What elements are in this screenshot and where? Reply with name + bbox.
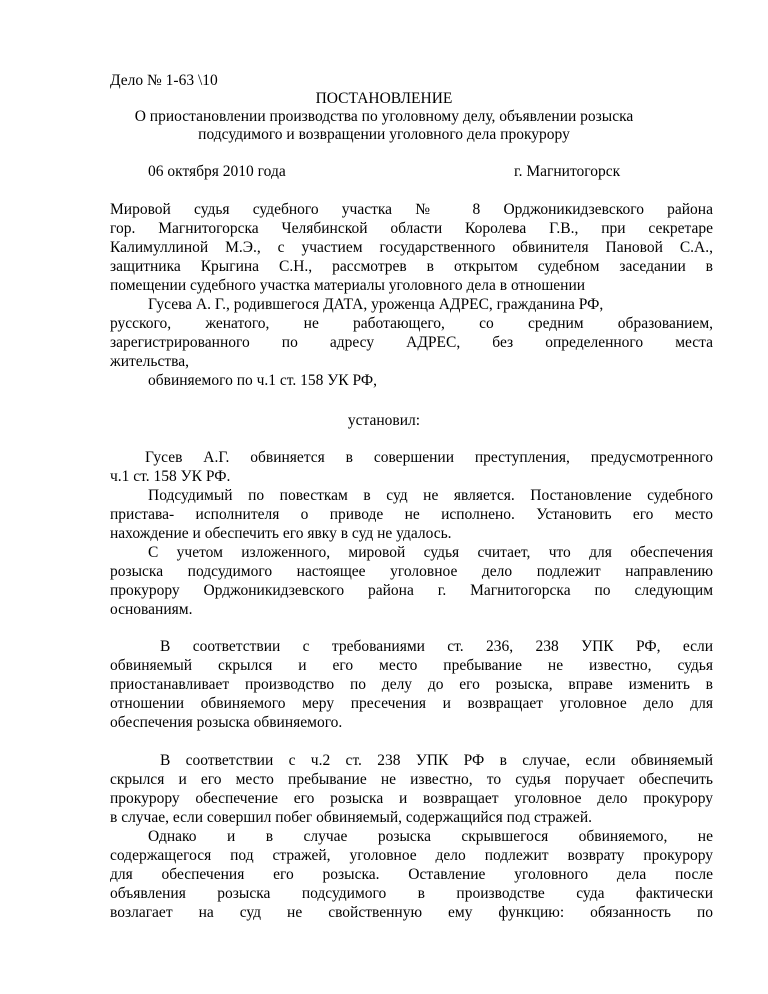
text-line: отношении обвиняемого меру пресечения и возвращает уголовное дело для	[110, 695, 713, 712]
text-line: Гусева А. Г., родившегося ДАТА, уроженца АДРЕС, гражданина РФ,	[148, 296, 604, 313]
text-line: Мировой судья судебного участка № 8 Орджоникидзевского района	[110, 201, 713, 218]
text-line: розыска подсудимого настоящее уголовное дело подлежит направлению	[110, 563, 713, 580]
text-line: Подсудимый по повесткам в суд не является. Постановление судебного	[148, 487, 713, 504]
text-line: В соответствии с ч.2 ст. 238 УПК РФ в случае, если обвиняемый	[160, 752, 713, 769]
text-line: В соответствии с требованиями ст. 236, 238 УПК РФ, если	[160, 638, 713, 655]
text-line: для обеспечения его розыска. Оставление уголовного дела после	[110, 866, 713, 883]
document-date: 06 октября 2010 года	[148, 163, 286, 180]
text-line: обеспечения розыска обвиняемого.	[110, 714, 343, 731]
subtitle-line-2: подсудимого и возвращении уголовного дела прокурору	[198, 126, 570, 143]
document-title: ПОСТАНОВЛЕНИЕ	[315, 90, 453, 107]
text-line: обвиняемый скрылся и его место пребывание не известно, судья	[110, 657, 713, 674]
text-line: ч.1 ст. 158 УК РФ.	[110, 468, 231, 485]
text-line: защитника Крыгина С.Н., рассмотрев в открытом судебном заседании в	[110, 258, 713, 275]
text-line: объявления розыска подсудимого в производстве суда фактически	[110, 885, 713, 902]
text-line: зарегистрированного по адресу АДРЕС, без определенного места	[110, 334, 713, 351]
text-line: помещении судебного участка материалы уголовного дела в отношении	[110, 277, 586, 294]
text-line: Калимуллиной М.Э., с участием государственного обвинителя Пановой С.А.,	[110, 239, 713, 256]
text-line: пристава- исполнителя о приводе не исполнено. Установить его место	[110, 506, 713, 523]
text-line: С учетом изложенного, мировой судья считает, что для обеспечения	[148, 544, 713, 561]
text-line: основаниям.	[110, 601, 193, 618]
text-line: скрылся и его место пребывание не известно, то судья поручает обеспечить	[110, 771, 713, 788]
text-line: жительства,	[110, 353, 189, 370]
text-line: русского, женатого, не работающего, со средним образованием,	[110, 315, 713, 332]
text-line: гор. Магнитогорска Челябинской области Королева Г.В., при секретаре	[110, 220, 713, 237]
document-city: г. Магнитогорск	[514, 163, 621, 180]
text-line: содержащегося под стражей, уголовное дело подлежит возврату прокурору	[110, 847, 713, 864]
text-line: Гусев А.Г. обвиняется в совершении преступления, предусмотренного	[145, 449, 713, 466]
text-line: прокурору Орджоникидзевского района г. Магнитогорска по следующим	[110, 582, 713, 599]
text-line: обвиняемого по ч.1 ст. 158 УК РФ,	[148, 372, 377, 389]
text-line: Однако и в случае розыска скрывшегося обвиняемого, не	[148, 828, 713, 845]
case-number: Дело № 1-63 \10	[110, 72, 218, 89]
text-line: нахождение и обеспечить его явку в суд не удалось.	[110, 525, 452, 542]
text-line: прокурору обеспечение его розыска и возвращает уголовное дело прокурору	[110, 790, 713, 807]
text-line: в случае, если совершил побег обвиняемый, содержащийся под стражей.	[110, 809, 592, 826]
text-line: возлагает на суд не свойственную ему функцию: обязанность по	[110, 904, 713, 921]
text-line: приостанавливает производство по делу до его розыска, вправе изменить в	[110, 676, 713, 693]
subtitle-line-1: О приостановлении производства по уголовному делу, объявлении розыска	[134, 108, 634, 125]
section-heading: установил:	[347, 412, 421, 429]
